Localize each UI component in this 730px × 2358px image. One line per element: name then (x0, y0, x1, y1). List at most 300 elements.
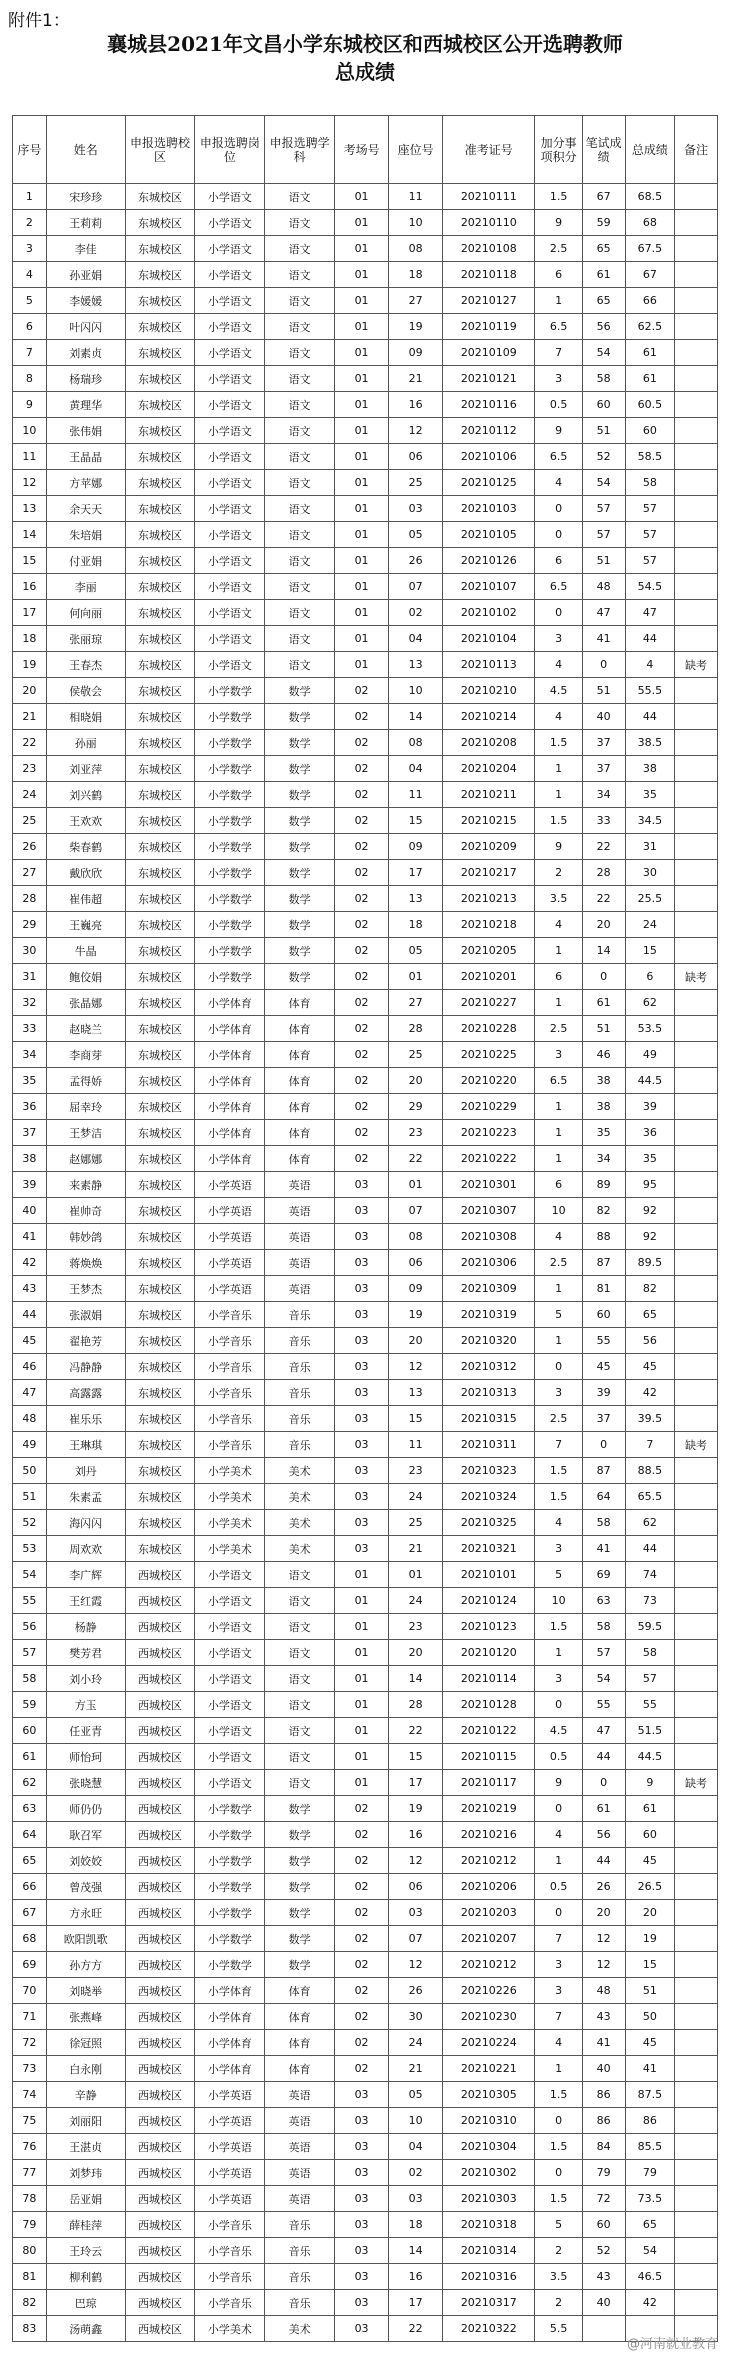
cell-written: 43 (582, 2264, 625, 2290)
cell-name: 孙亚娟 (46, 262, 125, 288)
cell-name: 周欢欢 (46, 1536, 125, 1562)
cell-subject: 美术 (265, 2316, 335, 2342)
cell-remark (675, 2264, 718, 2290)
cell-total: 19 (625, 1926, 675, 1952)
cell-remark (675, 210, 718, 236)
cell-bonus: 2.5 (535, 1016, 582, 1042)
table-row (13, 1562, 718, 1588)
table-row (13, 2290, 718, 2316)
cell-written: 67 (582, 184, 625, 210)
cell-ticket: 20210123 (443, 1614, 535, 1640)
table-row (13, 1692, 718, 1718)
cell-name: 付亚娟 (46, 548, 125, 574)
cell-remark (675, 2212, 718, 2238)
cell-bonus: 2 (535, 860, 582, 886)
cell-subject: 数学 (265, 834, 335, 860)
cell-seq: 12 (13, 470, 47, 496)
cell-campus: 西城校区 (125, 2108, 195, 2134)
cell-name: 汤萌鑫 (46, 2316, 125, 2342)
cell-campus: 东城校区 (125, 1198, 195, 1224)
cell-name: 王春杰 (46, 652, 125, 678)
cell-seq: 64 (13, 1822, 47, 1848)
cell-subject: 语文 (265, 1562, 335, 1588)
cell-subject: 语文 (265, 1692, 335, 1718)
cell-room: 03 (335, 2082, 389, 2108)
cell-name: 王莉莉 (46, 210, 125, 236)
table-row (13, 1718, 718, 1744)
cell-bonus: 2.5 (535, 1250, 582, 1276)
cell-subject: 体育 (265, 1016, 335, 1042)
cell-remark (675, 2134, 718, 2160)
cell-seq: 7 (13, 340, 47, 366)
cell-total: 46.5 (625, 2264, 675, 2290)
cell-name: 刘小玲 (46, 1666, 125, 1692)
cell-ticket: 20210205 (443, 938, 535, 964)
cell-seq: 33 (13, 1016, 47, 1042)
cell-written: 22 (582, 886, 625, 912)
cell-campus: 西城校区 (125, 1926, 195, 1952)
cell-bonus: 7 (535, 1432, 582, 1458)
cell-seat: 15 (389, 808, 443, 834)
cell-room: 03 (335, 2238, 389, 2264)
table-row (13, 522, 718, 548)
cell-total: 30 (625, 860, 675, 886)
cell-total: 47 (625, 600, 675, 626)
cell-seat: 25 (389, 1042, 443, 1068)
cell-remark (675, 1172, 718, 1198)
cell-seat: 08 (389, 730, 443, 756)
cell-written: 52 (582, 444, 625, 470)
cell-remark (675, 1354, 718, 1380)
cell-room: 03 (335, 2290, 389, 2316)
cell-room: 01 (335, 1718, 389, 1744)
cell-position: 小学数学 (195, 1874, 265, 1900)
cell-campus: 西城校区 (125, 1848, 195, 1874)
cell-total: 15 (625, 1952, 675, 1978)
cell-total: 82 (625, 1276, 675, 1302)
cell-seq: 52 (13, 1510, 47, 1536)
cell-written: 54 (582, 1666, 625, 1692)
cell-position: 小学语文 (195, 470, 265, 496)
cell-remark (675, 1978, 718, 2004)
cell-bonus: 1 (535, 1640, 582, 1666)
cell-remark (675, 314, 718, 340)
cell-campus: 西城校区 (125, 1822, 195, 1848)
cell-campus: 西城校区 (125, 1666, 195, 1692)
cell-subject: 音乐 (265, 1380, 335, 1406)
cell-seq: 79 (13, 2212, 47, 2238)
cell-subject: 语文 (265, 1640, 335, 1666)
cell-written: 58 (582, 366, 625, 392)
cell-total: 61 (625, 366, 675, 392)
cell-name: 杨静 (46, 1614, 125, 1640)
cell-campus: 西城校区 (125, 2004, 195, 2030)
cell-seat: 09 (389, 834, 443, 860)
cell-name: 孙方方 (46, 1952, 125, 1978)
cell-seq: 57 (13, 1640, 47, 1666)
cell-name: 欧阳凯歌 (46, 1926, 125, 1952)
cell-campus: 东城校区 (125, 938, 195, 964)
cell-position: 小学英语 (195, 2082, 265, 2108)
cell-total: 56 (625, 1328, 675, 1354)
table-row (13, 1406, 718, 1432)
cell-seq: 5 (13, 288, 47, 314)
cell-seat: 02 (389, 2160, 443, 2186)
cell-bonus: 0 (535, 522, 582, 548)
cell-seq: 8 (13, 366, 47, 392)
cell-seq: 83 (13, 2316, 47, 2342)
table-row (13, 1224, 718, 1250)
cell-subject: 语文 (265, 470, 335, 496)
cell-bonus: 4 (535, 1224, 582, 1250)
cell-written: 54 (582, 470, 625, 496)
cell-bonus: 0 (535, 2160, 582, 2186)
cell-written: 38 (582, 1094, 625, 1120)
cell-position: 小学音乐 (195, 1302, 265, 1328)
cell-total: 88.5 (625, 1458, 675, 1484)
cell-bonus: 3.5 (535, 886, 582, 912)
table-row (13, 2134, 718, 2160)
cell-room: 01 (335, 522, 389, 548)
header-seat: 座位号 (389, 116, 443, 184)
cell-bonus: 6.5 (535, 444, 582, 470)
cell-seq: 4 (13, 262, 47, 288)
cell-seq: 65 (13, 1848, 47, 1874)
cell-seat: 18 (389, 262, 443, 288)
cell-subject: 语文 (265, 548, 335, 574)
cell-subject: 语文 (265, 1744, 335, 1770)
cell-seq: 16 (13, 574, 47, 600)
cell-seq: 17 (13, 600, 47, 626)
cell-total: 65 (625, 2212, 675, 2238)
cell-campus: 东城校区 (125, 860, 195, 886)
cell-position: 小学语文 (195, 1692, 265, 1718)
cell-name: 刘兴鹤 (46, 782, 125, 808)
cell-total: 57 (625, 496, 675, 522)
cell-seat: 16 (389, 1822, 443, 1848)
table-row (13, 1796, 718, 1822)
cell-subject: 语文 (265, 444, 335, 470)
cell-total: 15 (625, 938, 675, 964)
title-line-1: 襄城县2021年文昌小学东城校区和西城校区公开选聘教师 (107, 32, 623, 56)
cell-ticket: 20210222 (443, 1146, 535, 1172)
cell-position: 小学数学 (195, 886, 265, 912)
cell-subject: 语文 (265, 496, 335, 522)
cell-name: 张晶娜 (46, 990, 125, 1016)
cell-name: 刘亚萍 (46, 756, 125, 782)
cell-campus: 西城校区 (125, 2160, 195, 2186)
cell-seq: 48 (13, 1406, 47, 1432)
cell-written: 0 (582, 652, 625, 678)
cell-total: 6 (625, 964, 675, 990)
cell-written: 39 (582, 1380, 625, 1406)
cell-seat: 19 (389, 1796, 443, 1822)
cell-seat: 20 (389, 1640, 443, 1666)
cell-total: 44.5 (625, 1744, 675, 1770)
cell-campus: 西城校区 (125, 2134, 195, 2160)
cell-position: 小学语文 (195, 1718, 265, 1744)
cell-seat: 22 (389, 1146, 443, 1172)
cell-total: 49 (625, 1042, 675, 1068)
cell-seat: 27 (389, 288, 443, 314)
cell-remark: 缺考 (675, 1432, 718, 1458)
cell-written: 12 (582, 1952, 625, 1978)
cell-written: 87 (582, 1458, 625, 1484)
cell-subject: 体育 (265, 990, 335, 1016)
cell-seat: 12 (389, 1354, 443, 1380)
cell-name: 李媛媛 (46, 288, 125, 314)
cell-campus: 东城校区 (125, 1302, 195, 1328)
cell-ticket: 20210117 (443, 1770, 535, 1796)
cell-position: 小学数学 (195, 860, 265, 886)
cell-bonus: 1 (535, 1120, 582, 1146)
cell-total: 92 (625, 1198, 675, 1224)
cell-campus: 东城校区 (125, 574, 195, 600)
cell-remark (675, 1822, 718, 1848)
cell-seat: 11 (389, 1432, 443, 1458)
cell-remark (675, 1120, 718, 1146)
cell-seq: 35 (13, 1068, 47, 1094)
cell-bonus: 5 (535, 1302, 582, 1328)
cell-room: 02 (335, 1874, 389, 1900)
cell-room: 01 (335, 314, 389, 340)
cell-seat: 04 (389, 626, 443, 652)
cell-name: 孙丽 (46, 730, 125, 756)
cell-position: 小学数学 (195, 1848, 265, 1874)
cell-seat: 24 (389, 2030, 443, 2056)
cell-written: 59 (582, 210, 625, 236)
cell-name: 崔伟超 (46, 886, 125, 912)
cell-room: 02 (335, 756, 389, 782)
cell-total: 42 (625, 2290, 675, 2316)
cell-written: 0 (582, 1770, 625, 1796)
table-row (13, 262, 718, 288)
cell-name: 来素静 (46, 1172, 125, 1198)
cell-name: 翟艳芳 (46, 1328, 125, 1354)
cell-room: 01 (335, 1640, 389, 1666)
cell-name: 白永刚 (46, 2056, 125, 2082)
cell-total: 54.5 (625, 574, 675, 600)
cell-total: 65.5 (625, 1484, 675, 1510)
cell-subject: 英语 (265, 2082, 335, 2108)
cell-campus: 西城校区 (125, 2056, 195, 2082)
cell-subject: 语文 (265, 236, 335, 262)
cell-seq: 27 (13, 860, 47, 886)
cell-ticket: 20210311 (443, 1432, 535, 1458)
cell-remark (675, 1042, 718, 1068)
table-row (13, 1302, 718, 1328)
cell-room: 01 (335, 496, 389, 522)
cell-campus: 东城校区 (125, 548, 195, 574)
table-row (13, 2316, 718, 2342)
cell-ticket: 20210312 (443, 1354, 535, 1380)
cell-position: 小学体育 (195, 1978, 265, 2004)
cell-written: 55 (582, 1692, 625, 1718)
cell-total: 44.5 (625, 1068, 675, 1094)
table-row (13, 1432, 718, 1458)
cell-seat: 09 (389, 340, 443, 366)
cell-subject: 数学 (265, 886, 335, 912)
cell-seat: 01 (389, 1172, 443, 1198)
cell-room: 03 (335, 1224, 389, 1250)
cell-seq: 73 (13, 2056, 47, 2082)
cell-name: 张淑娟 (46, 1302, 125, 1328)
cell-ticket: 20210303 (443, 2186, 535, 2212)
cell-name: 朱培娟 (46, 522, 125, 548)
cell-remark (675, 522, 718, 548)
cell-remark (675, 2056, 718, 2082)
table-row (13, 1822, 718, 1848)
cell-room: 03 (335, 2316, 389, 2342)
cell-room: 03 (335, 1198, 389, 1224)
cell-bonus: 6 (535, 548, 582, 574)
cell-remark (675, 1484, 718, 1510)
cell-name: 樊芳君 (46, 1640, 125, 1666)
cell-seq: 9 (13, 392, 47, 418)
cell-subject: 数学 (265, 756, 335, 782)
cell-written: 51 (582, 418, 625, 444)
table-row (13, 288, 718, 314)
cell-ticket: 20210112 (443, 418, 535, 444)
cell-campus: 东城校区 (125, 1354, 195, 1380)
table-row (13, 2004, 718, 2030)
cell-name: 方苹娜 (46, 470, 125, 496)
cell-written: 37 (582, 756, 625, 782)
cell-ticket: 20210107 (443, 574, 535, 600)
cell-name: 刘姣姣 (46, 1848, 125, 1874)
cell-campus: 东城校区 (125, 756, 195, 782)
cell-bonus: 3 (535, 1666, 582, 1692)
cell-written: 37 (582, 730, 625, 756)
cell-room: 03 (335, 1172, 389, 1198)
cell-ticket: 20210108 (443, 236, 535, 262)
cell-position: 小学音乐 (195, 1432, 265, 1458)
cell-subject: 音乐 (265, 1354, 335, 1380)
cell-remark (675, 626, 718, 652)
cell-name: 岳亚娟 (46, 2186, 125, 2212)
cell-bonus: 1 (535, 938, 582, 964)
cell-position: 小学语文 (195, 340, 265, 366)
title-line-2: 总成绩 (335, 60, 395, 84)
cell-seat: 22 (389, 1718, 443, 1744)
cell-position: 小学音乐 (195, 1380, 265, 1406)
cell-room: 01 (335, 626, 389, 652)
cell-room: 03 (335, 2134, 389, 2160)
table-row (13, 2108, 718, 2134)
cell-subject: 体育 (265, 1146, 335, 1172)
cell-seat: 13 (389, 886, 443, 912)
cell-bonus: 4 (535, 1822, 582, 1848)
cell-name: 李商芽 (46, 1042, 125, 1068)
header-remark: 备注 (675, 116, 718, 184)
cell-seq: 53 (13, 1536, 47, 1562)
table-row (13, 782, 718, 808)
cell-remark (675, 1666, 718, 1692)
cell-bonus: 1 (535, 1848, 582, 1874)
cell-seat: 10 (389, 2108, 443, 2134)
cell-campus: 东城校区 (125, 496, 195, 522)
cell-bonus: 1.5 (535, 1614, 582, 1640)
cell-written: 44 (582, 1848, 625, 1874)
cell-name: 杨瑞珍 (46, 366, 125, 392)
cell-room: 03 (335, 1406, 389, 1432)
cell-name: 崔帅奇 (46, 1198, 125, 1224)
cell-remark (675, 1406, 718, 1432)
cell-room: 02 (335, 2056, 389, 2082)
cell-room: 01 (335, 1770, 389, 1796)
cell-seat: 03 (389, 496, 443, 522)
table-row (13, 1458, 718, 1484)
cell-subject: 音乐 (265, 2212, 335, 2238)
cell-remark (675, 1900, 718, 1926)
cell-subject: 音乐 (265, 2290, 335, 2316)
cell-subject: 数学 (265, 782, 335, 808)
cell-written: 57 (582, 522, 625, 548)
cell-room: 03 (335, 1276, 389, 1302)
cell-remark (675, 444, 718, 470)
cell-bonus: 4 (535, 1510, 582, 1536)
cell-remark (675, 340, 718, 366)
cell-seat: 21 (389, 366, 443, 392)
cell-bonus: 7 (535, 2004, 582, 2030)
cell-ticket: 20210102 (443, 600, 535, 626)
cell-total: 20 (625, 1900, 675, 1926)
cell-subject: 英语 (265, 2160, 335, 2186)
cell-room: 03 (335, 2264, 389, 2290)
cell-seq: 30 (13, 938, 47, 964)
cell-seat: 24 (389, 1588, 443, 1614)
cell-bonus: 1.5 (535, 2186, 582, 2212)
cell-written: 86 (582, 2108, 625, 2134)
cell-written: 64 (582, 1484, 625, 1510)
cell-remark (675, 1874, 718, 1900)
table-row (13, 912, 718, 938)
cell-campus: 东城校区 (125, 808, 195, 834)
cell-name: 王玲云 (46, 2238, 125, 2264)
cell-campus: 东城校区 (125, 1068, 195, 1094)
cell-total: 62 (625, 990, 675, 1016)
cell-room: 02 (335, 1900, 389, 1926)
cell-ticket: 20210212 (443, 1952, 535, 1978)
table-row (13, 236, 718, 262)
table-row (13, 2238, 718, 2264)
cell-name: 方玉 (46, 1692, 125, 1718)
cell-room: 02 (335, 782, 389, 808)
cell-bonus: 1.5 (535, 184, 582, 210)
table-header-row (13, 116, 718, 184)
cell-room: 01 (335, 210, 389, 236)
cell-written: 35 (582, 1120, 625, 1146)
cell-name: 王梦洁 (46, 1120, 125, 1146)
cell-campus: 西城校区 (125, 2212, 195, 2238)
table-row (13, 1926, 718, 1952)
cell-ticket: 20210321 (443, 1536, 535, 1562)
cell-remark (675, 418, 718, 444)
cell-name: 王欢欢 (46, 808, 125, 834)
table-row (13, 392, 718, 418)
cell-total: 87.5 (625, 2082, 675, 2108)
cell-position: 小学数学 (195, 756, 265, 782)
cell-campus: 东城校区 (125, 418, 195, 444)
cell-written: 45 (582, 1354, 625, 1380)
cell-position: 小学数学 (195, 704, 265, 730)
cell-subject: 语文 (265, 288, 335, 314)
cell-room: 01 (335, 288, 389, 314)
cell-room: 01 (335, 1588, 389, 1614)
cell-seat: 06 (389, 1874, 443, 1900)
cell-ticket: 20210308 (443, 1224, 535, 1250)
cell-position: 小学体育 (195, 1042, 265, 1068)
